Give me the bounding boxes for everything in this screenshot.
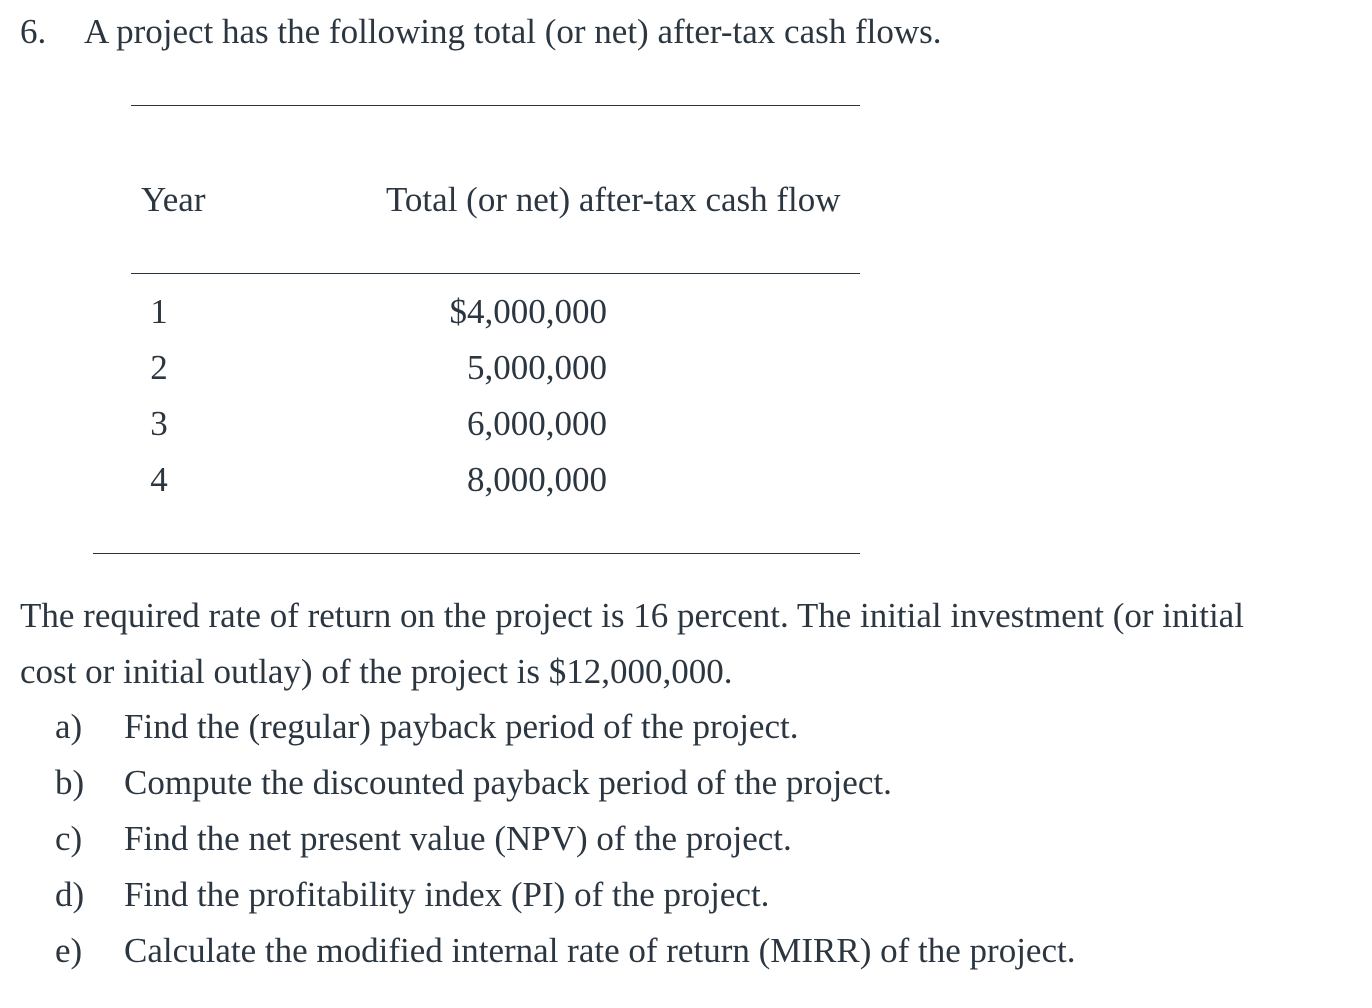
year-cell: 1 <box>150 292 168 331</box>
paragraph-line-1: The required rate of return on the project is 16 percent. The initial investment (or initial <box>20 596 1244 635</box>
option-label: c) <box>55 819 83 858</box>
table-header-rule <box>131 273 860 274</box>
question-number: 6. <box>20 12 47 51</box>
option-label: b) <box>55 763 85 802</box>
year-cell: 4 <box>150 460 168 499</box>
option-text: Find the profitability index (PI) of the project. <box>124 875 770 914</box>
cash-flow-cell: $4,000,000 <box>449 292 607 331</box>
table-header-year: Year <box>141 180 206 219</box>
cash-flow-cell: 5,000,000 <box>467 348 607 387</box>
paragraph-line-2: cost or initial outlay) of the project is $12,000,000. <box>20 652 733 691</box>
table-bottom-rule <box>93 553 860 554</box>
option-text: Find the (regular) payback period of the project. <box>124 707 799 746</box>
cash-flow-cell: 6,000,000 <box>467 404 607 443</box>
option-label: a) <box>55 707 83 746</box>
option-text: Calculate the modified internal rate of return (MIRR) of the project. <box>124 931 1076 970</box>
option-text: Find the net present value (NPV) of the project. <box>124 819 792 858</box>
table-top-rule <box>131 105 860 106</box>
cash-flow-cell: 8,000,000 <box>467 460 607 499</box>
question-text: A project has the following total (or net) after-tax cash flows. <box>84 12 942 51</box>
table-header-cash-flow: Total (or net) after-tax cash flow <box>386 180 841 219</box>
year-cell: 2 <box>150 348 168 387</box>
option-label: d) <box>55 875 85 914</box>
option-label: e) <box>55 931 83 970</box>
option-text: Compute the discounted payback period of the project. <box>124 763 892 802</box>
year-cell: 3 <box>150 404 168 443</box>
